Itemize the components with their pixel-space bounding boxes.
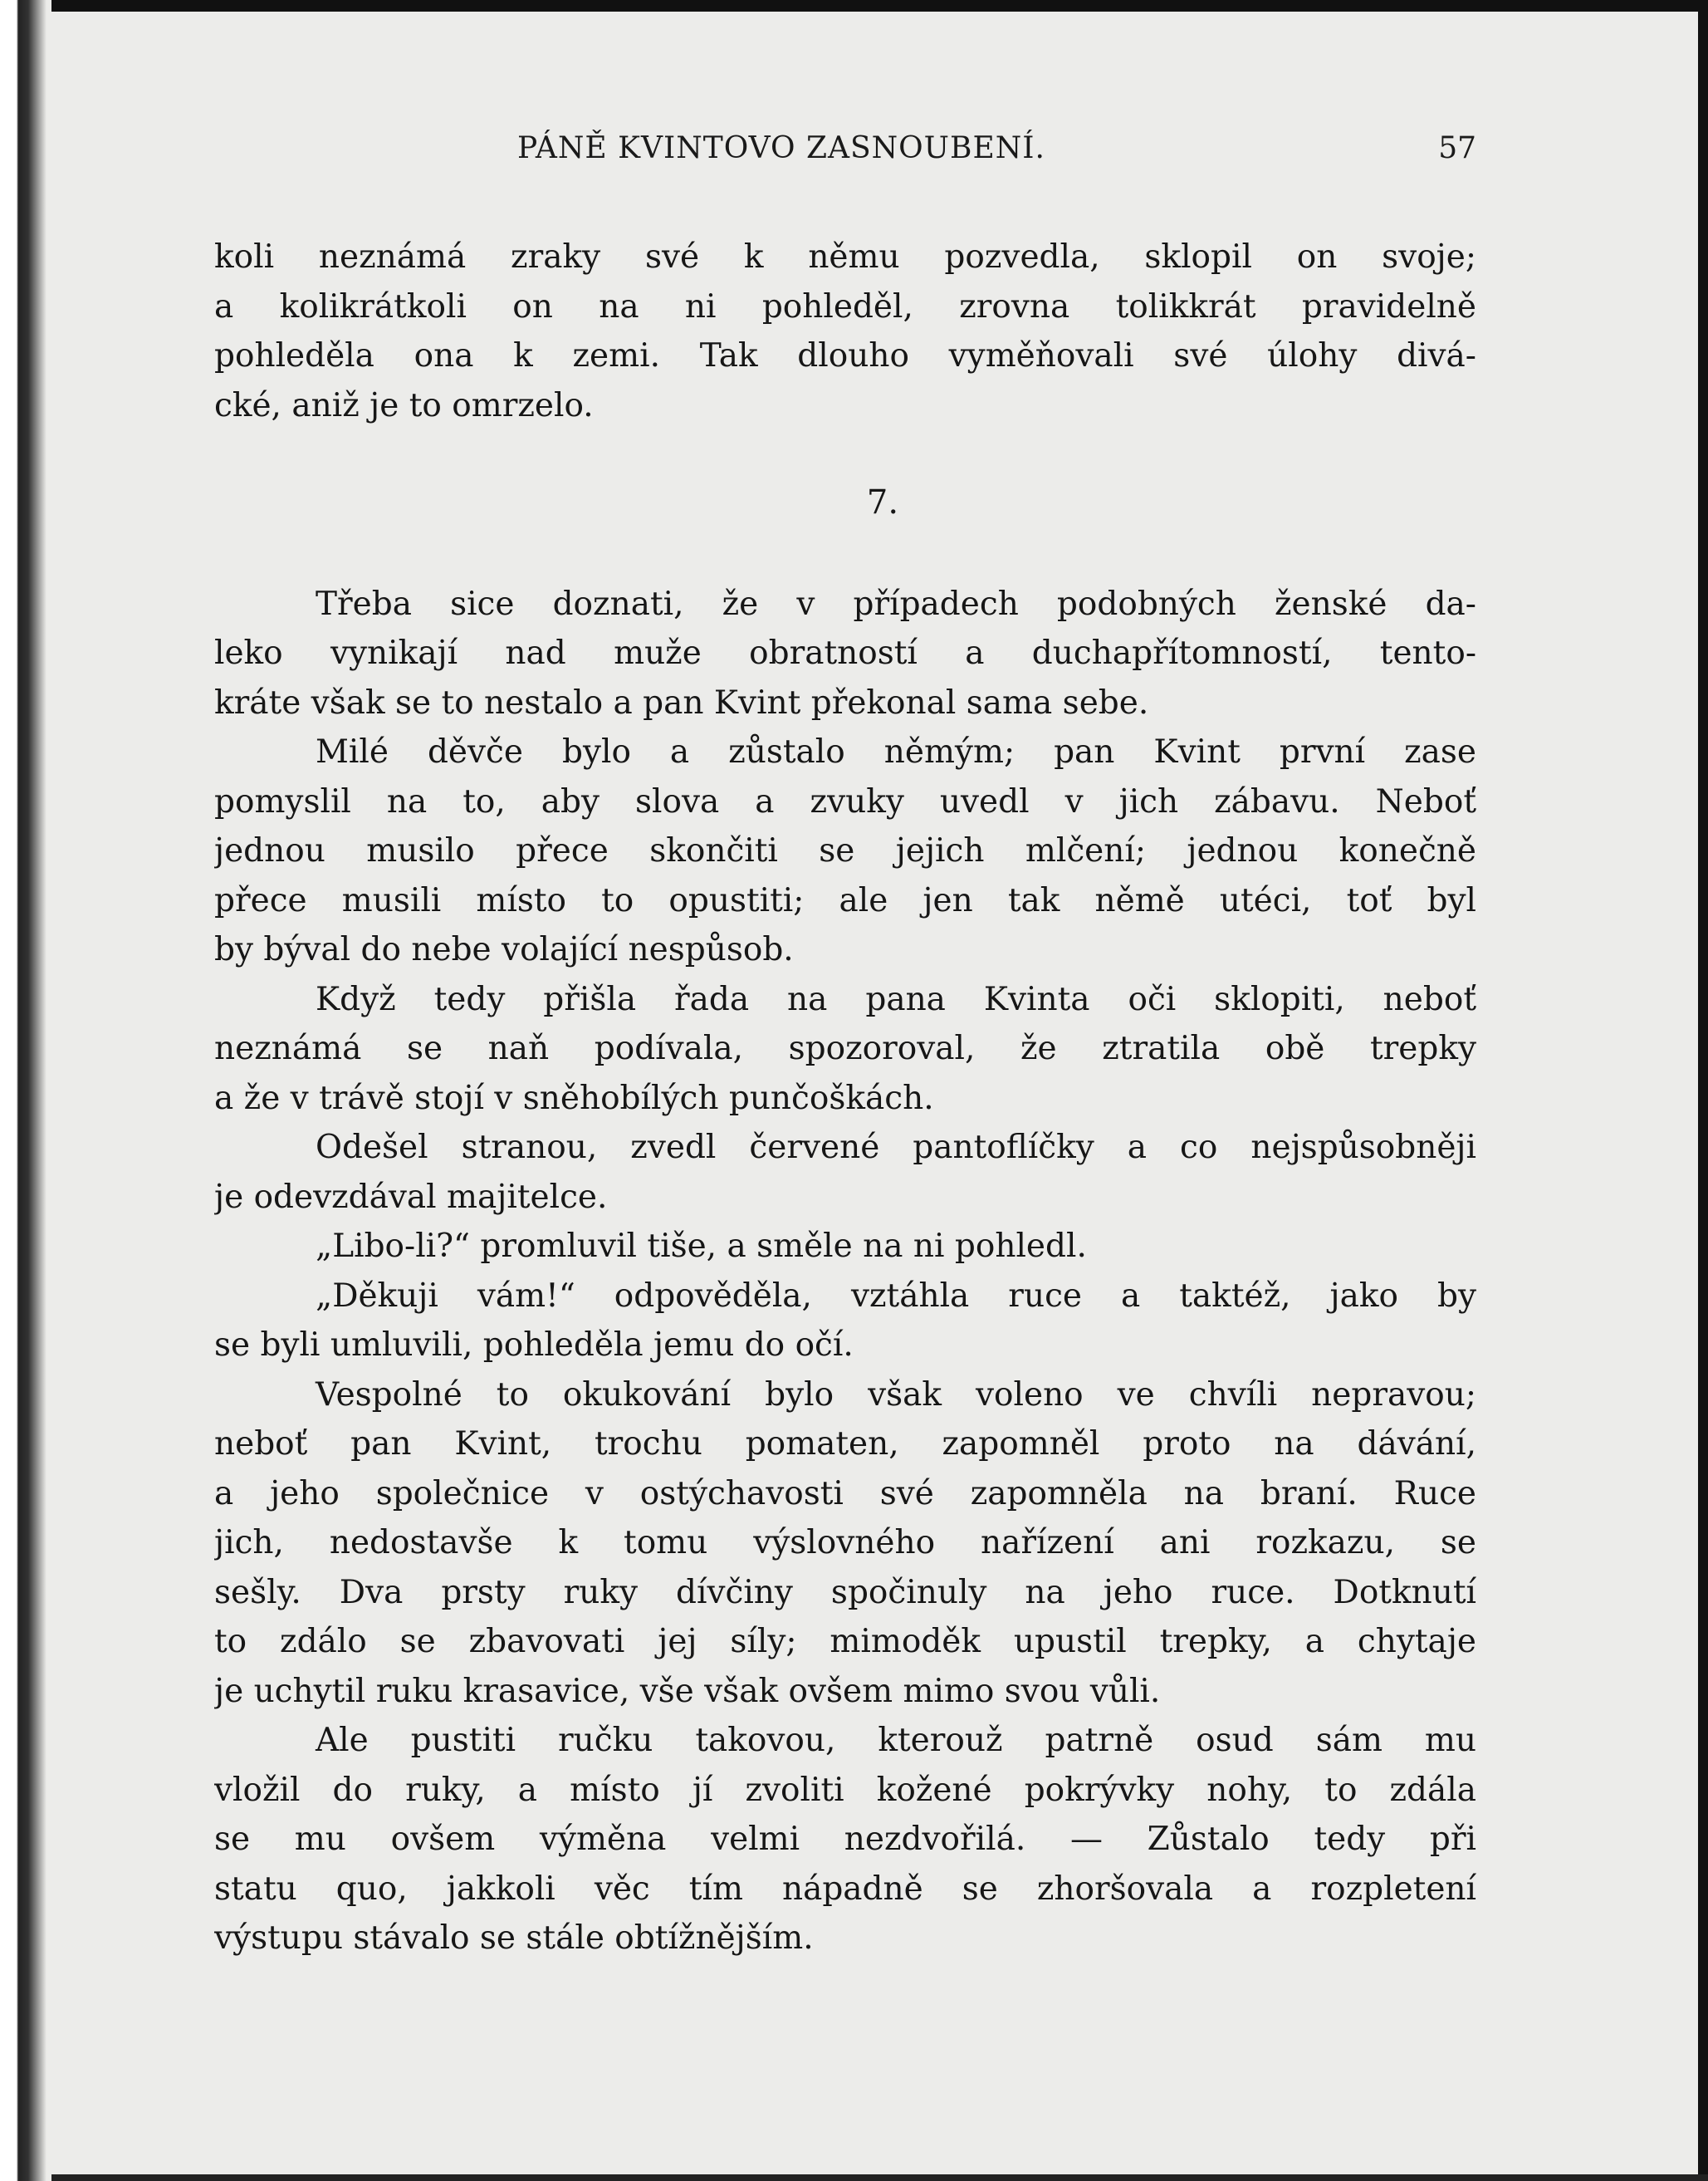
scan-edge-bottom xyxy=(0,2174,1708,2181)
text-line: Milé děvče bylo a zůstalo němým; pan Kvint první zase xyxy=(316,733,1476,771)
text-line: výstupu stávalo se stále obtížnějším. xyxy=(214,1919,814,1957)
text-line: koli neznámá zraky své k němu pozvedla, sklopil on svoje; xyxy=(214,238,1476,276)
text-line: sešly. Dva prsty ruky dívčiny spočinuly na jeho ruce. Dotknutí xyxy=(214,1573,1476,1611)
section-number: 7. xyxy=(866,483,899,522)
running-head xyxy=(214,131,1476,181)
text-line: neznámá se naň podívala, spozoroval, že ztratila obě trepky xyxy=(214,1030,1476,1067)
text-line: a kolikrátkoli on na ni pohleděl, zrovna tolikkrát pravidelně xyxy=(214,287,1476,326)
text-line: vložil do ruky, a místo jí zvoliti kožené pokrývky nohy, to zdála xyxy=(214,1771,1476,1809)
text-line: Vespolné to okukování bylo však voleno ve chvíli nepravou; xyxy=(316,1375,1476,1414)
running-title: PÁNĚ KVINTOVO ZASNOUBENÍ. xyxy=(517,131,1045,165)
text-line: Když tedy přišla řada na pana Kvinta oči sklopiti, neboť xyxy=(316,980,1476,1018)
text-line: to zdálo se zbavovati jej síly; mimoděk upustil trepky, a chytaje xyxy=(214,1623,1476,1660)
text-line: Třeba sice doznati, že v případech podobných ženské da- xyxy=(316,585,1476,623)
text-line: jich, nedostavše k tomu výslovného nařízení ani rozkazu, se xyxy=(214,1524,1476,1561)
text-line: a jeho společnice v ostýchavosti své zapomněla na braní. Ruce xyxy=(214,1474,1476,1512)
text-line: leko vynikají nad muže obratností a duchapřítomností, tento- xyxy=(214,635,1476,672)
text-line: pomyslil na to, aby slova a zvuky uvedl v jich zábavu. Neboť xyxy=(214,782,1476,821)
text-line: je uchytil ruku krasavice, vše však ovšem mimo svou vůli. xyxy=(214,1672,1161,1710)
scan-edge-top xyxy=(0,0,1708,12)
text-line: „Libo-li?“ promluvil tiše, a směle na ni pohledl. xyxy=(316,1228,1087,1265)
text-line: přece musili místo to opustiti; ale jen tak němě utéci, toť byl xyxy=(214,881,1476,919)
text-line: a že v trávě stojí v sněhobílých punčoškách. xyxy=(214,1079,934,1117)
text-line: Odešel stranou, zvedl červené pantoflíčky a co nejspůsobněji xyxy=(316,1129,1476,1166)
scan-edge-right xyxy=(1698,0,1708,2181)
body-text xyxy=(214,233,1476,1963)
text-line: se byli umluvili, pohleděla jemu do očí. xyxy=(214,1326,854,1364)
text-line: „Děkuji vám!“ odpověděla, vztáhla ruce a taktéž, jako by xyxy=(316,1277,1476,1315)
scan-edge-left xyxy=(0,0,51,2181)
text-line: neboť pan Kvint, trochu pomaten, zapomněl proto na dávání, xyxy=(214,1425,1476,1463)
text-line: Ale pustiti ručku takovou, kterouž patrně osud sám mu xyxy=(316,1722,1476,1759)
text-line: statu quo, jakkoli věc tím nápadně se zhoršovala a rozpletení xyxy=(214,1870,1476,1908)
text-line: se mu ovšem výměna velmi nezdvořilá. — Zůstalo tedy při xyxy=(214,1821,1476,1858)
text-line: jednou musilo přece skončiti se jejich mlčení; jednou konečně xyxy=(214,832,1476,870)
text-line: kráte však se to nestalo a pan Kvint překonal sama sebe. xyxy=(214,684,1149,722)
text-line: cké, aniž je to omrzelo. xyxy=(214,386,594,424)
page-number: 57 xyxy=(1438,131,1476,165)
text-line: pohleděla ona k zemi. Tak dlouho vyměňovali své úlohy divá- xyxy=(214,337,1476,375)
text-line: by býval do nebe volající nespůsob. xyxy=(214,931,794,968)
text-line: je odevzdával majitelce. xyxy=(214,1178,608,1216)
